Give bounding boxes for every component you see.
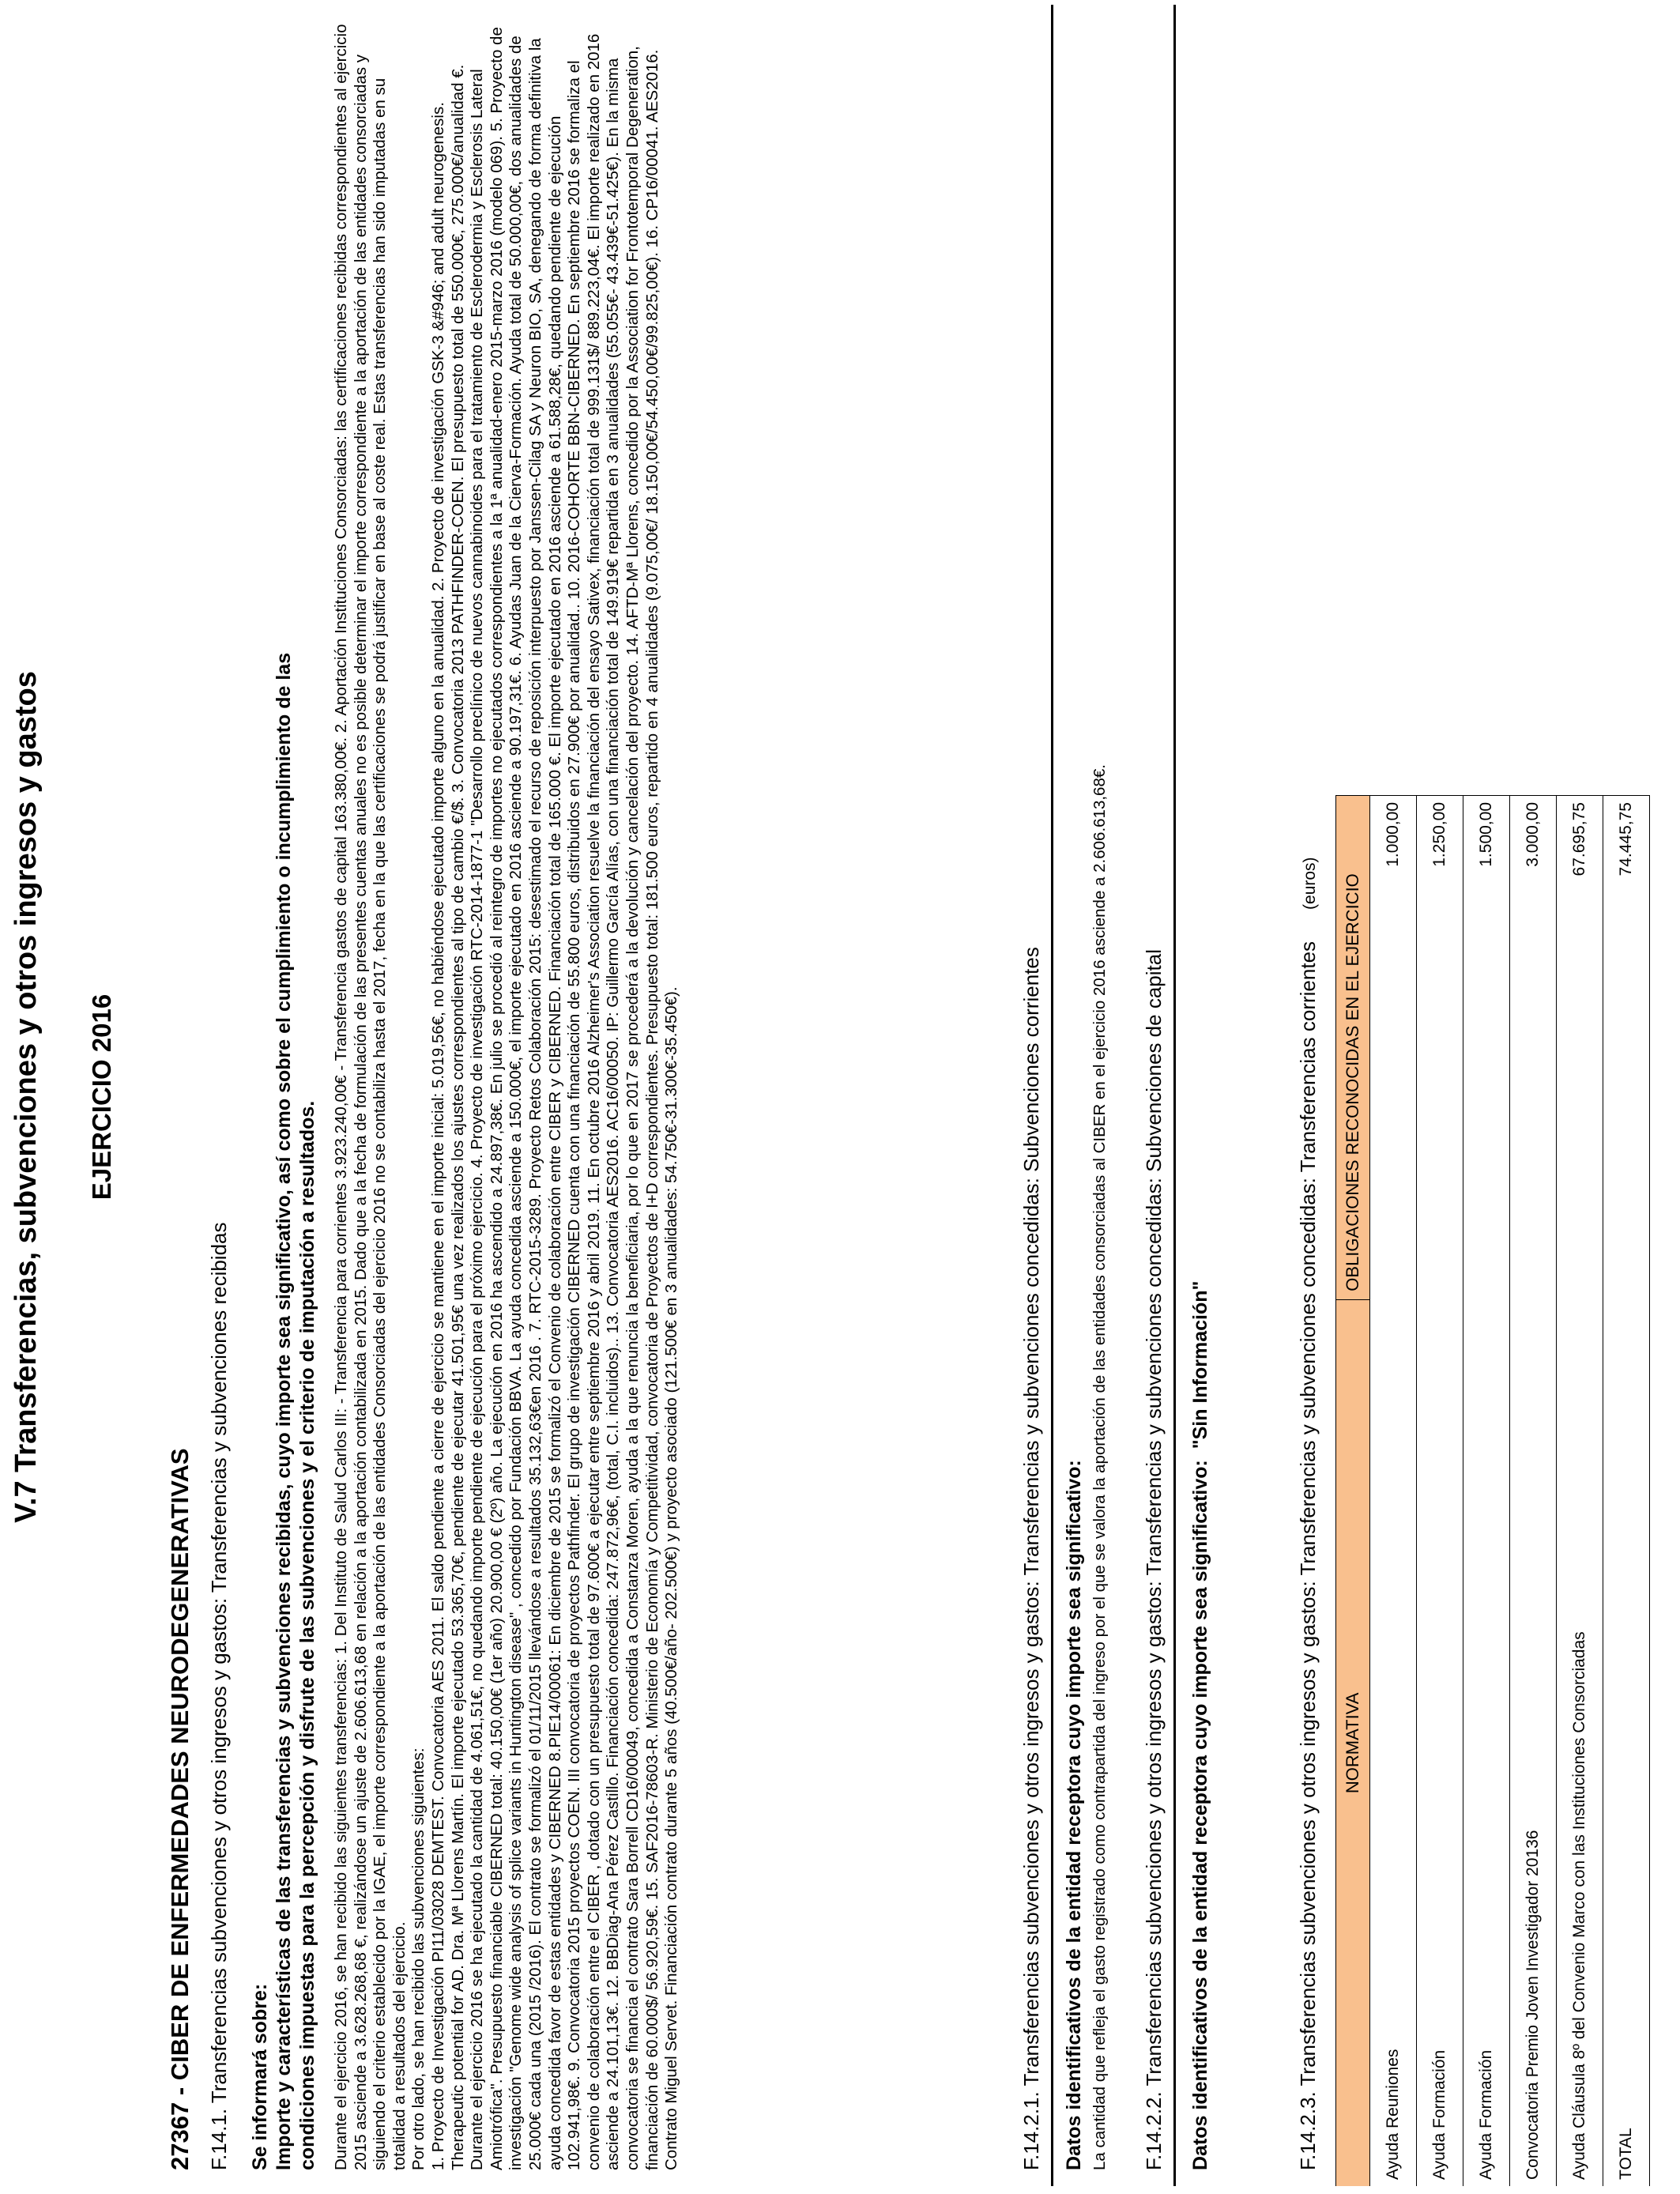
row-label: Ayuda Cláusula 8º del Convenio Marco con las Instituciones Consorciadas: [1557, 1299, 1603, 2186]
table-row-total: [1603, 796, 1650, 2187]
total-value: 74.445,75: [1603, 796, 1650, 1300]
datos-value: "Sin Información": [1189, 1280, 1211, 1449]
transfers-paragraph: Durante el ejercicio 2016, se han recibido las siguientes transferencias: 1. Del Instituto de Salud Carlos III: - Transferencia para corrientes 3.923.240,00€ - Transferencia gastos de capital 163.380,00€. 2. Aportación Instituciones Consorciadas: las certificaciones recibidas correspondientes al ejercicio 2015 asciende a 3.628.268,68 €, realizándose un ajuste de 2.606.613,68 en relación a la aportación contabilizada en 2015. Dado que a la fecha de formulación de las presentes cuentas anuales no es posible determinar el importe correspondiente a la aportación de las entidades consorciadas y siguiendo el criterio establecido por la IGAE, el importe correspondiente a la aportación de las entidades Consorciadas del ejercicio 2016 no se contabiliza hasta el 2017, fecha en la que las certificaciones se podrá justificar en base al coste real. Estas transferencias han sido imputadas en su totalidad a resultados del ejercicio.: [332, 24, 409, 2170]
col-header-obligaciones: OBLIGACIONES RECONOCIDAS EN EL EJERCICIO: [1336, 796, 1370, 1300]
section-heading: F.14.1. Transferencias subvenciones y otros ingresos y gastos: Transferencias y subvenciones recibidas: [207, 1222, 231, 2170]
table-row: [1370, 796, 1417, 2187]
section-heading-text: F.14.2.3. Transferencias subvenciones y otros ingresos y gastos: Transferencias y subvenciones concedidas: Transferencias corrientes: [1296, 941, 1320, 2170]
table-row: [1557, 796, 1603, 2187]
datos-f1421: [1063, 21, 1110, 2170]
section-heading: F.14.2.2. Transferencias subvenciones y otros ingresos y gastos: Transferencias y subvenciones concedidas: Subvenciones de capital: [1142, 949, 1166, 2170]
datos-label-text: Datos identificativos de la entidad receptora cuyo importe sea significativo:: [1189, 1460, 1211, 2170]
row-value: 1.000,00: [1370, 796, 1417, 1300]
page-title: V.7 Transferencias, subvenciones y otros ingresos y gastos: [9, 671, 43, 1523]
organization-name: 27367 - CIBER DE ENFERMEDADES NEURODEGENERATIVAS: [166, 1448, 194, 2170]
inform-text-2: condiciones impuestas para la percepción y disfrute de las subvenciones y el criterio de imputación a resultados.: [296, 1100, 318, 2170]
row-label: Ayuda Formación: [1417, 1299, 1463, 2186]
table-row: [1463, 796, 1510, 2187]
section-f141: [207, 21, 682, 2170]
row-label: Ayuda Formación: [1463, 1299, 1510, 2186]
datos-label: [1189, 21, 1212, 2170]
section-heading: F.14.2.1. Transferencias subvenciones y otros ingresos y gastos: Transferencias y subvenciones concedidas: Subvenciones corrientes: [1019, 947, 1043, 2170]
exercise-year: EJERCICIO 2016: [87, 993, 116, 1201]
row-label: Ayuda Reuniones: [1370, 1299, 1417, 2186]
divider: [1173, 5, 1176, 2186]
section-f1423: [1296, 21, 1320, 2170]
transfers-table: [1335, 795, 1650, 2186]
subsidies-list: 1. Proyecto de Investigación PI11/03028 DEMTEST. Convocatoria AES 2011. El saldo pendiente a cierre de ejercicio se mantiene en el importe inicial: 5.019,56€, no habiéndose ejecutado importe alguno en la anualidad. 2. Proyecto de investigación GSK-3 &#946; and adult neurogenesis. Therapeutic potential for AD. Dra. Mª Llorens Martín. El importe ejecutado 53.365,70€, pendiente de ejecutar 41.501,95€ una vez realizados los ajustes correspondientes al tipo de cambio €/$. 3. Convocatoria 2013 PATHFINDER-COEN. El presupuesto total de 550.000€, 275.000€/anualidad €. Durante el ejercicio 2016 se ha ejecutado la cantidad de 4.061,51€, no quedando importe pendiente de ejecución para el próximo ejercicio. 4. Proyecto de investigación RTC-2014-1877-1 "Desarrollo preclínico de nuevos cannabinoides para el tratamiento de Esclerodermia y Esclerosis Lateral Amiotrófica". Presupuesto financiable CIBERNED total: 40.150,00€ (1er año) 20.900,00 € (2º) año. La ejecución en 2016 ha ascendido a 24.897,38€. En julio se procedió al reintegro de importes no ejecutados correspondientes a la 1ª anualidad-enero 2015-marzo 2016 (modelo 069). 5. Proyecto de investigación "Genome wide analysis of splice variants in Huntington disease" , concedido por Fundación BBVA. La ayuda concedida asciende a 150.000€, el importe ejecutado en 2016 asciende a 90.197,31€. 6. Ayudas Juan de la Cierva-Formación. Ayuda total de 50.000,00€, dos anualidades de 25.000€ cada una (2015 /2016). El contrato se formalizó el 01/11/2015 llevándose a resultados 35.132,63€en 2016 . 7. RTC-2015-3289. Proyecto Retos Colaboración 2015: desestimado el recurso de reposición interpuesto por Janssen-Cilag SA y Neuron BIO, SA, denegando de forma definitiva la ayuda concedida favor de estas entidades y CIBERNED 8.PIE14/00061: En diciembre de 2015 se formalizó el Convenio de colaboración entre CIBER y CIBERNED. Financiación total de 165.000 €. El importe ejecutado en 2016 asciende a 61.588,28€, quedando pendiente de ejecución 102.941,98€. 9. Convocatoria 2015 proyectos COEN. III convocatoria de proyectos Pathfinder. El grupo de investigación CIBERNED cuenta con una financiación de 55.800 euros, distribuidos en 27.900€ por anualidad.. 10. 2016-COHORTE BBN-CIBERNED. En septiembre 2016 se formaliza el convenio de colaboración entre el CIBER , dotado con un presupuesto total de 97.600€ a ejecutar entre septiembre 2016 y abril 2019. 11. En octubre 2016 Alzheimer's Association resuelve la financiación del ensayo Sativex, financiación total de 999.131$/ 889.223,04€. El importe realizado en 2016 asciende a 24.101,13€. 12. BBDiag-Ana Pérez Castillo. Financiación concedida: 247.872,96€, (total, C.I. incluidos).. 13. Convocatoria AES2016. AC16/00050. IP: Guillermo García Alías, con una financiación total de 149.919€ repartida en 3 anualidades (55.055€- 43.439€-51.425€). En la misma convocatoria se financia el contrato Sara Borrell CD16/00049, concedida a Constanza Moren, ayuda a la que renuncia la beneficiaria, por lo que en 2017 se procederá a la devolución y cancelación del proyecto. 14. AFTD-Mª Llorens, concedido por la Association for Frontotemporal Degeneration, financiación de 60.000$/ 56.920,59€. 15. SAF2016-78603-R. Ministerio de Economía y Competitividad, convocatoria de Proyectos de I+D correspondientes. Presupuesto total: 181.500 euros, repartido en 4 anualidades (9.075,00€/ 18.150,00€/54.450,00€/99.825,00€). 16. CP16/00041. AES2016. Contrato Miguel Servet. Financiación contrato durante 5 años (40.500€/año- 202.500€) y proyecto asociado (121.500€ en 3 anualidades: 54.750€-31.300€-35.450€).: [428, 27, 681, 2170]
section-f1421: [1019, 21, 1044, 2170]
row-label: Convocatoria Premio Joven Investigador 20136: [1510, 1299, 1557, 2186]
subsidies-intro: Por otro lado, se han recibido las subvenciones siguientes:: [409, 1747, 428, 2170]
total-label: TOTAL: [1603, 1299, 1650, 2186]
section-f1422: [1142, 21, 1166, 2170]
units-label: (euros): [1301, 857, 1319, 910]
divider: [1051, 5, 1053, 2186]
row-value: 1.500,00: [1463, 796, 1510, 1300]
datos-f1422: [1189, 21, 1212, 2170]
row-value: 3.000,00: [1510, 796, 1557, 1300]
inform-text: Importe y características de las transferencias y subvenciones recibidas, cuyo importe sea significativo, así como sobre el cumplimiento o incumplimiento de las: [273, 652, 295, 2170]
inform-label: Se informará sobre:: [249, 1983, 271, 2170]
table-row: [1417, 796, 1463, 2187]
section-heading: [1296, 21, 1320, 2170]
col-header-normativa: NORMATIVA: [1336, 1299, 1370, 2186]
row-value: 67.695,75: [1557, 796, 1603, 1300]
row-value: 1.250,00: [1417, 796, 1463, 1300]
datos-text: La cantidad que refleja el gasto registrado como contrapartida del ingreso por el que se valora la aportación de las entidades consorciadas al CIBER en el ejercicio 2016 asciende a 2.606.613,68€.: [1090, 764, 1109, 2170]
datos-label: Datos identificativos de la entidad receptora cuyo importe sea significativo:: [1063, 1460, 1085, 2170]
table-row: [1510, 796, 1557, 2187]
